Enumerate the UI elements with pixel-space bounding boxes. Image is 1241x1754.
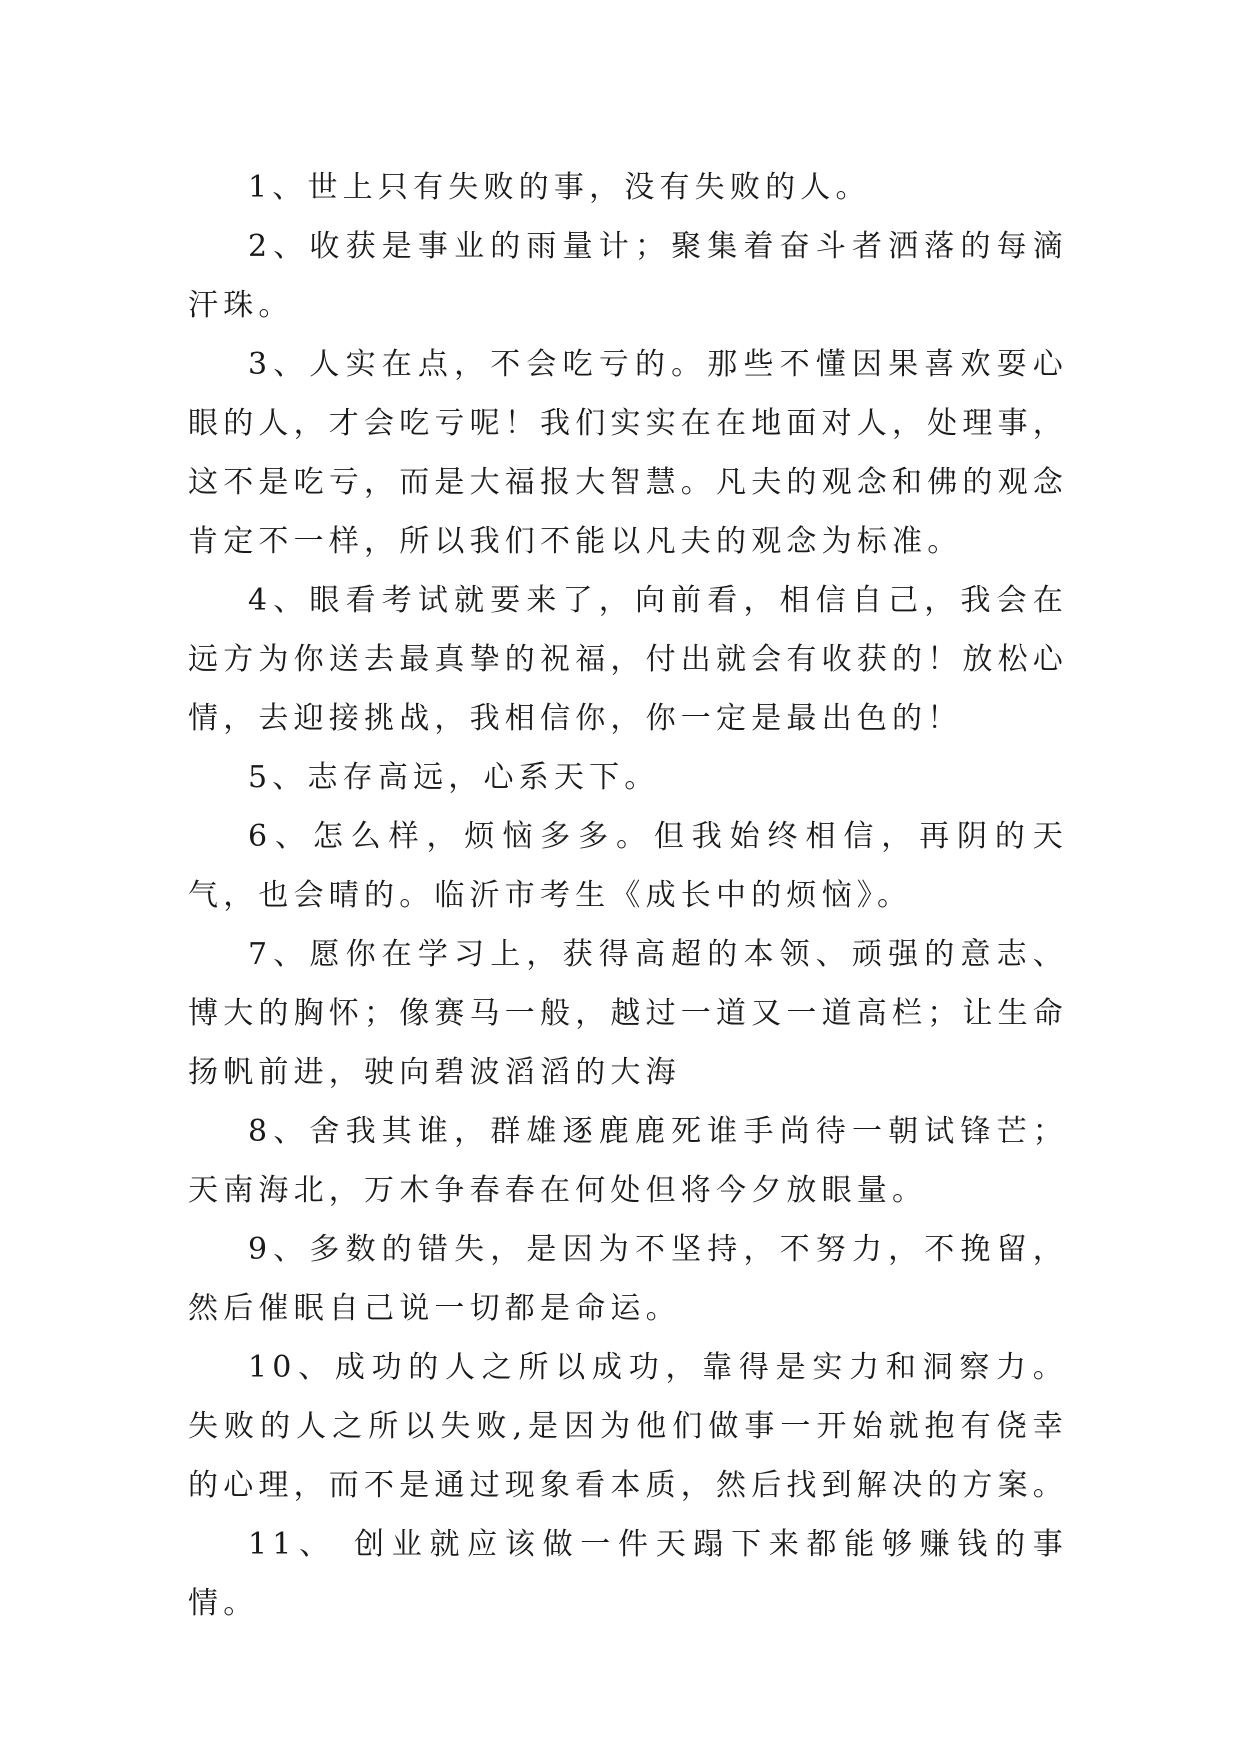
paragraph-11: 11、 创业就应该做一件天蹋下来都能够赚钱的事情。: [188, 1527, 1068, 1621]
paragraph-7: 7、愿你在学习上，获得高超的本领、顽强的意志、博大的胸怀；像赛马一般，越过一道又一道高栏；让生命扬帆前进，驶向碧波滔滔的大海: [188, 937, 1068, 1090]
paragraph-4: 4、眼看考试就要来了，向前看，相信自己，我会在远方为你送去最真挚的祝福，付出就会有收获的！放松心情，去迎接挑战，我相信你，你一定是最出色的！: [188, 583, 1068, 736]
paragraph-2: 2、收获是事业的雨量计；聚集着奋斗者洒落的每滴汗珠。: [188, 229, 1068, 323]
paragraph-9: 9、多数的错失，是因为不坚持，不努力，不挽留，然后催眠自己说一切都是命运。: [188, 1232, 1068, 1326]
document-body: [188, 158, 1068, 1633]
paragraph-5: 5、志存高远，心系天下。: [248, 760, 660, 795]
paragraph-8: 8、舍我其谁，群雄逐鹿鹿死谁手尚待一朝试锋芒；天南海北，万木争春春在何处但将今夕放眼量。: [188, 1114, 1068, 1208]
paragraph-6: 6、怎么样，烦恼多多。但我始终相信，再阴的天气，也会晴的。临沂市考生《成长中的烦恼》。: [188, 819, 1068, 913]
paragraph-10: 10、成功的人之所以成功，靠得是实力和洞察力。失败的人之所以失败,是因为他们做事一开始就抱有侥幸的心理，而不是通过现象看本质，然后找到解决的方案。: [188, 1350, 1068, 1503]
paragraph-3: 3、人实在点，不会吃亏的。那些不懂因果喜欢耍心眼的人，才会吃亏呢！我们实实在在地面对人，处理事，这不是吃亏，而是大福报大智慧。凡夫的观念和佛的观念肯定不一样，所以我们不能以凡夫的观念为标准。: [188, 347, 1068, 559]
paragraph-1: 1、世上只有失败的事，没有失败的人。: [248, 170, 871, 205]
